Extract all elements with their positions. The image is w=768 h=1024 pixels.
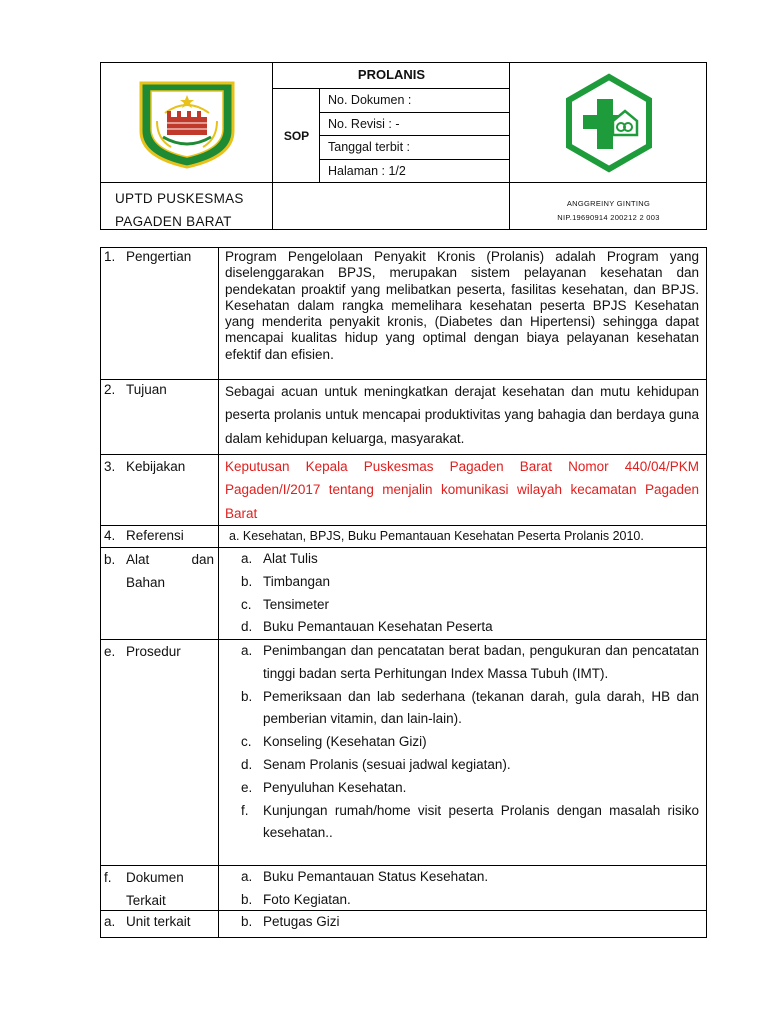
signer-name: ANGGREINY GINTING — [566, 199, 651, 208]
sop-label: SOP — [283, 129, 310, 143]
row-prosedur — [101, 640, 706, 866]
label-text-kebijakan: Kebijakan — [126, 459, 186, 474]
alat-bahan-item-marker: a. — [241, 551, 253, 566]
row-kebijakan — [101, 455, 706, 526]
number-pengertian: 1. — [104, 249, 116, 264]
label-pengertian — [101, 248, 219, 379]
unit-item-text: Petugas Gizi — [263, 914, 340, 929]
label-alat-bahan — [101, 548, 219, 639]
row-tujuan — [101, 380, 706, 455]
signature-block — [510, 183, 707, 230]
signer-nip: NIP.19690914 200212 2 003 — [557, 213, 660, 222]
alat-bahan-item — [219, 594, 699, 617]
row-unit-terkait — [101, 911, 706, 937]
sop-header-table — [100, 62, 707, 230]
label-dokumen-terkait — [101, 866, 219, 910]
unit-list — [219, 911, 699, 934]
number-unit: a. — [104, 914, 116, 929]
prosedur-item — [219, 800, 699, 846]
label-tujuan — [101, 380, 219, 454]
prosedur-item-marker: f. — [241, 802, 249, 818]
label-text-pengertian: Pengertian — [126, 249, 192, 264]
meta-no-dokumen: No. Dokumen : — [328, 93, 412, 107]
dokumen-item — [219, 866, 699, 889]
alat-bahan-item-text: Timbangan — [263, 573, 331, 589]
alat-bahan-item-marker: b. — [241, 573, 253, 589]
value-prosedur — [219, 640, 706, 865]
organization-name — [101, 183, 273, 230]
label-text-alat: Alat — [126, 552, 150, 567]
alat-bahan-item — [219, 616, 699, 639]
alat-bahan-item-marker: c. — [241, 596, 252, 612]
unit-item — [219, 911, 699, 934]
label-text-dan: dan — [191, 552, 214, 567]
number-referensi: 4. — [104, 528, 116, 543]
value-kebijakan: Keputusan Kepala Puskesmas Pagaden Barat Nomor 440/04/PKM Pagaden/I/2017 tentang menjalin komunikasi wilayah kecamatan Pagaden Barat — [225, 459, 699, 521]
label-text-dokumen: Dokumen — [126, 870, 184, 885]
label-kebijakan — [101, 455, 219, 525]
number-prosedur: e. — [104, 644, 116, 659]
row-pengertian — [101, 248, 706, 380]
dokumen-item-marker: b. — [241, 891, 253, 907]
district-emblem — [101, 63, 273, 183]
value-unit-terkait — [219, 911, 706, 937]
prosedur-item-text: Penimbangan dan pencatatan berat badan, pengukuran dan pencatatan tinggi badan serta Perhitungan Index Massa Tubuh (IMT). — [263, 643, 699, 681]
alat-bahan-item — [219, 548, 699, 571]
dokumen-item — [219, 889, 699, 912]
label-text-referensi: Referensi — [126, 528, 184, 543]
value-alat-bahan — [219, 548, 706, 639]
prosedur-item-marker: c. — [241, 734, 252, 750]
sop-content-table — [100, 247, 707, 938]
prosedur-item — [219, 754, 699, 777]
label-text-unit: Unit terkait — [126, 914, 191, 929]
document-title: PROLANIS — [357, 67, 426, 82]
label-text-prosedur: Prosedur — [126, 644, 181, 659]
prosedur-item-marker: a. — [241, 643, 253, 658]
value-tujuan: Sebagai acuan untuk meningkatkan derajat kesehatan dan mutu kehidupan peserta prolanis untuk mencapai produktivitas yang bahagia dan berdaya guna dalam kehidupan keluarga, masyarakat. — [225, 384, 699, 446]
number-tujuan: 2. — [104, 382, 116, 397]
organization-line-1: UPTD PUSKESMAS — [115, 191, 244, 206]
unit-item-marker: b. — [241, 914, 253, 929]
row-dokumen-terkait — [101, 866, 706, 911]
prosedur-item-marker: e. — [241, 779, 253, 795]
alat-bahan-list — [219, 548, 699, 639]
number-kebijakan: 3. — [104, 459, 116, 474]
value-dokumen-terkait — [219, 866, 706, 910]
prosedur-item — [219, 731, 699, 754]
prosedur-list — [219, 640, 699, 845]
label-prosedur — [101, 640, 219, 865]
prosedur-item-text: Kunjungan rumah/home visit peserta Prolanis dengan masalah risiko kesehatan.. — [263, 802, 699, 841]
prosedur-item — [219, 777, 699, 800]
label-text-bahan: Bahan — [126, 575, 166, 590]
row-alat-bahan — [101, 548, 706, 640]
prosedur-item-text: Penyuluhan Kesehatan. — [263, 779, 407, 795]
value-referensi: a. Kesehatan, BPJS, Buku Pemantauan Kesehatan Peserta Prolanis 2010. — [229, 529, 644, 543]
number-dokumen: f. — [104, 870, 112, 885]
label-unit-terkait — [101, 911, 219, 937]
alat-bahan-item-text: Tensimeter — [263, 596, 330, 612]
meta-halaman: Halaman : 1/2 — [328, 164, 406, 178]
alat-bahan-item — [219, 571, 699, 594]
alat-bahan-item-marker: d. — [241, 619, 253, 635]
prosedur-item-text: Konseling (Kesehatan Gizi) — [263, 734, 427, 750]
dokumen-item-marker: a. — [241, 869, 253, 884]
label-referensi — [101, 526, 219, 547]
prosedur-item-text: Pemeriksaan dan lab sederhana (tekanan darah, gula darah, HB dan pemberian vitamin, dan lain-lain). — [263, 688, 699, 727]
puskesmas-logo — [510, 63, 707, 183]
prosedur-item — [219, 640, 699, 686]
label-text-terkait: Terkait — [126, 893, 166, 908]
prosedur-item-marker: b. — [241, 688, 253, 704]
dokumen-item-text: Buku Pemantauan Status Kesehatan. — [263, 869, 489, 884]
prosedur-item-marker: d. — [241, 756, 253, 772]
meta-tanggal-terbit: Tanggal terbit : — [328, 140, 410, 154]
label-text-tujuan: Tujuan — [126, 382, 167, 397]
row-referensi — [101, 526, 706, 548]
alat-bahan-item-text: Alat Tulis — [263, 551, 318, 566]
number-alat: b. — [104, 552, 116, 567]
alat-bahan-item-text: Buku Pemantauan Kesehatan Peserta — [263, 619, 493, 635]
dokumen-item-text: Foto Kegiatan. — [263, 891, 351, 907]
value-pengertian: Program Pengelolaan Penyakit Kronis (Prolanis) adalah Program yang diselenggarakan BPJS, merupakan sistem pelayanan kesehatan dan pendekatan proaktif yang melibatkan peserta, fasilitas kesehatan, dan BPJS. Kesehatan dalam rangka memelihara kesehatan peserta BPJS Kesehatan yang menderita penyakit kronis, (Diabetes dan Hipertensi) sehingga dapat mencapai kualitas hidup yang optimal dengan biaya pelayanan kesehatan efektif dan efisien. — [225, 249, 699, 362]
organization-line-2: PAGADEN BARAT — [115, 214, 232, 229]
prosedur-item-text: Senam Prolanis (sesuai jadwal kegiatan). — [263, 756, 511, 772]
dokumen-list — [219, 866, 699, 912]
prosedur-item — [219, 686, 699, 732]
meta-no-revisi: No. Revisi : - — [328, 117, 400, 131]
